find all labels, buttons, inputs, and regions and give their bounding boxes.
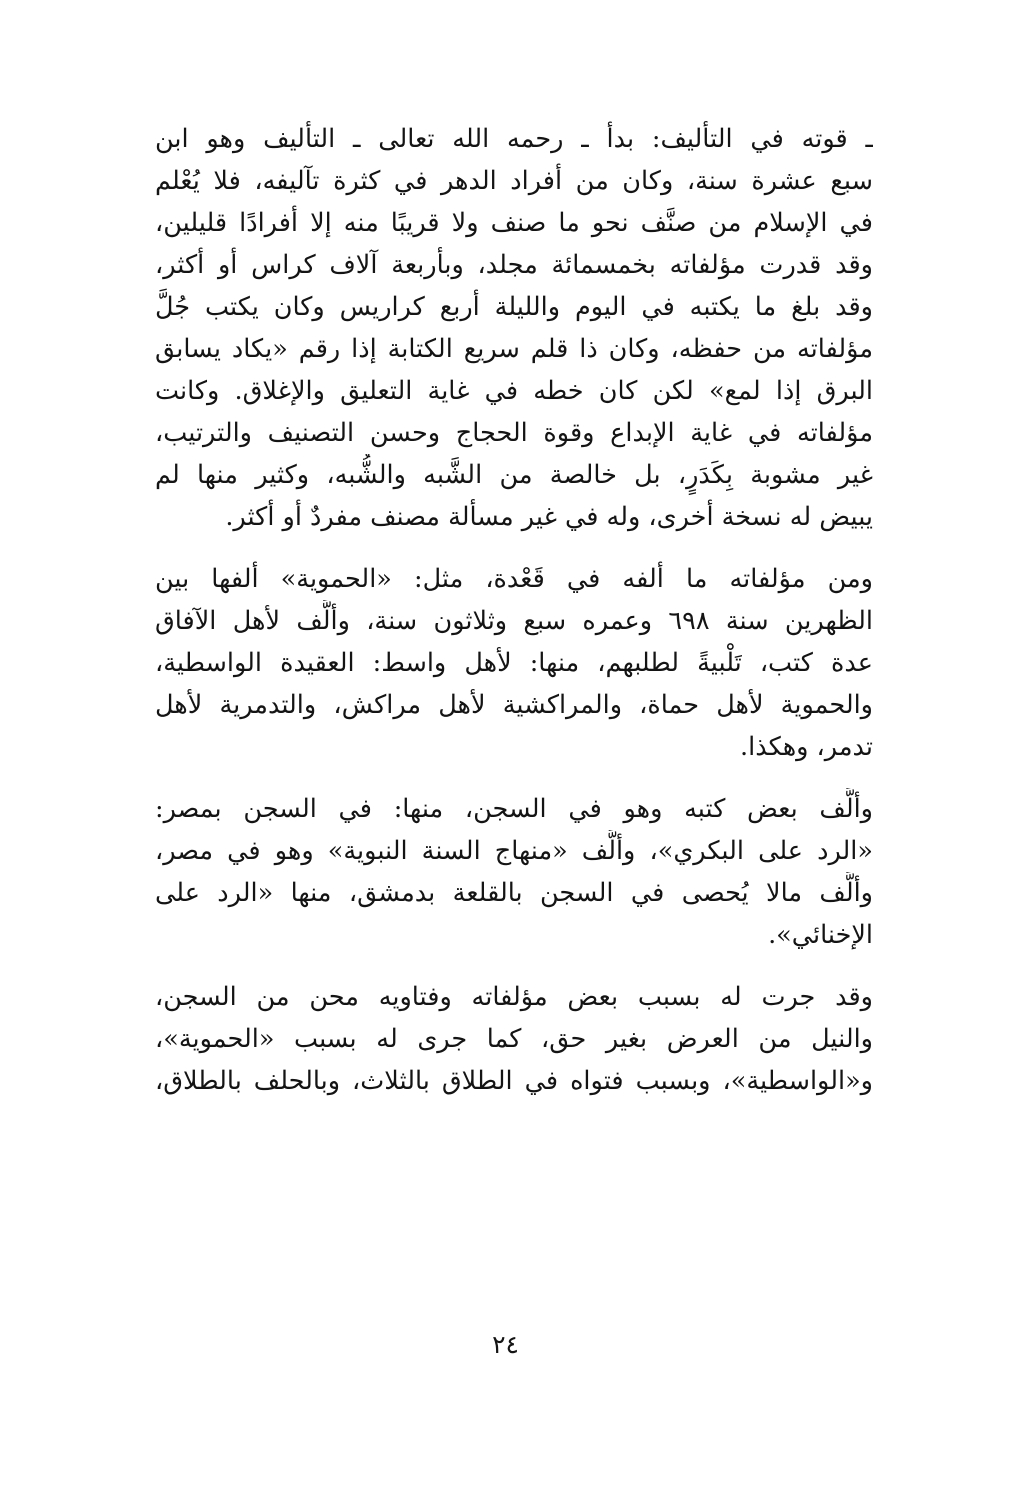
- text-line: في الإسلام من صنَّف نحو ما صنف ولا قريبًا منه إلا أفرادًا قليلين،: [155, 208, 873, 238]
- text-line: الظهرين سنة ٦٩٨ وعمره سبع وثلاثون سنة، وألَّف لأهل الآفاق: [155, 606, 873, 636]
- text-line: وقد بلغ ما يكتبه في اليوم والليلة أربع كراريس وكان يكتب جُلَّ: [155, 292, 873, 322]
- text-line: البرق إذا لمع» لكن كان خطه في غاية التعليق والإغلاق. وكانت: [155, 376, 873, 406]
- text-line: وألَّف بعض كتبه وهو في السجن، منها: في السجن بمصر:: [155, 794, 873, 824]
- page-number: ٢٤: [492, 1330, 519, 1359]
- text-line: مؤلفاته في غاية الإبداع وقوة الحجاج وحسن التصنيف والترتيب،: [155, 418, 873, 448]
- text-line: والنيل من العرض بغير حق، كما جرى له بسبب «الحموية»،: [155, 1024, 873, 1054]
- text-line: والحموية لأهل حماة، والمراكشية لأهل مراكش، والتدمرية لأهل: [155, 690, 873, 720]
- paragraph-authorship-strength: [155, 118, 873, 538]
- body-text: [155, 118, 873, 1102]
- text-line: مؤلفاته من حفظه، وكان ذا قلم سريع الكتابة إذا رقم «يكاد يسابق: [155, 334, 873, 364]
- text-line: و«الواسطية»، وبسبب فتواه في الطلاق بالثلاث، وبالحلف بالطلاق،: [155, 1066, 873, 1096]
- text-line: وألَّف مالا يُحصى في السجن بالقلعة بدمشق، منها «الرد على: [155, 878, 873, 908]
- text-line: تدمر، وهكذا.: [740, 732, 873, 762]
- text-line: سبع عشرة سنة، وكان من أفراد الدهر في كثرة تآليفه، فلا يُعْلم: [155, 166, 873, 196]
- text-line: وقد قدرت مؤلفاته بخمسمائة مجلد، وبأربعة آلاف كراس أو أكثر،: [155, 250, 873, 280]
- paragraph-works-in-prison: [155, 788, 873, 956]
- paragraph-works-in-one-sitting: [155, 558, 873, 768]
- text-line: «الرد على البكري»، وألَّف «منهاج السنة النبوية» وهو في مصر،: [155, 836, 873, 866]
- text-line: ومن مؤلفاته ما ألفه في قَعْدة، مثل: «الحموية» ألفها بين: [155, 564, 873, 594]
- text-line: غير مشوبة بِكَدَرٍ، بل خالصة من الشَّبه والشُّبه، وكثير منها لم: [155, 460, 873, 490]
- text-line: الإخنائي».: [768, 920, 873, 950]
- paragraph-trials: [155, 976, 873, 1102]
- text-line: يبيض له نسخة أخرى، وله في غير مسألة مصنف مفردٌ أو أكثر.: [225, 502, 873, 532]
- text-line: ـ قوته في التأليف: بدأ ـ رحمه الله تعالى ـ التأليف وهو ابن: [155, 124, 873, 154]
- text-line: عدة كتب، تَلْبيةً لطلبهم، منها: لأهل واسط: العقيدة الواسطية،: [155, 648, 873, 678]
- text-line: وقد جرت له بسبب بعض مؤلفاته وفتاويه محن من السجن،: [155, 982, 873, 1012]
